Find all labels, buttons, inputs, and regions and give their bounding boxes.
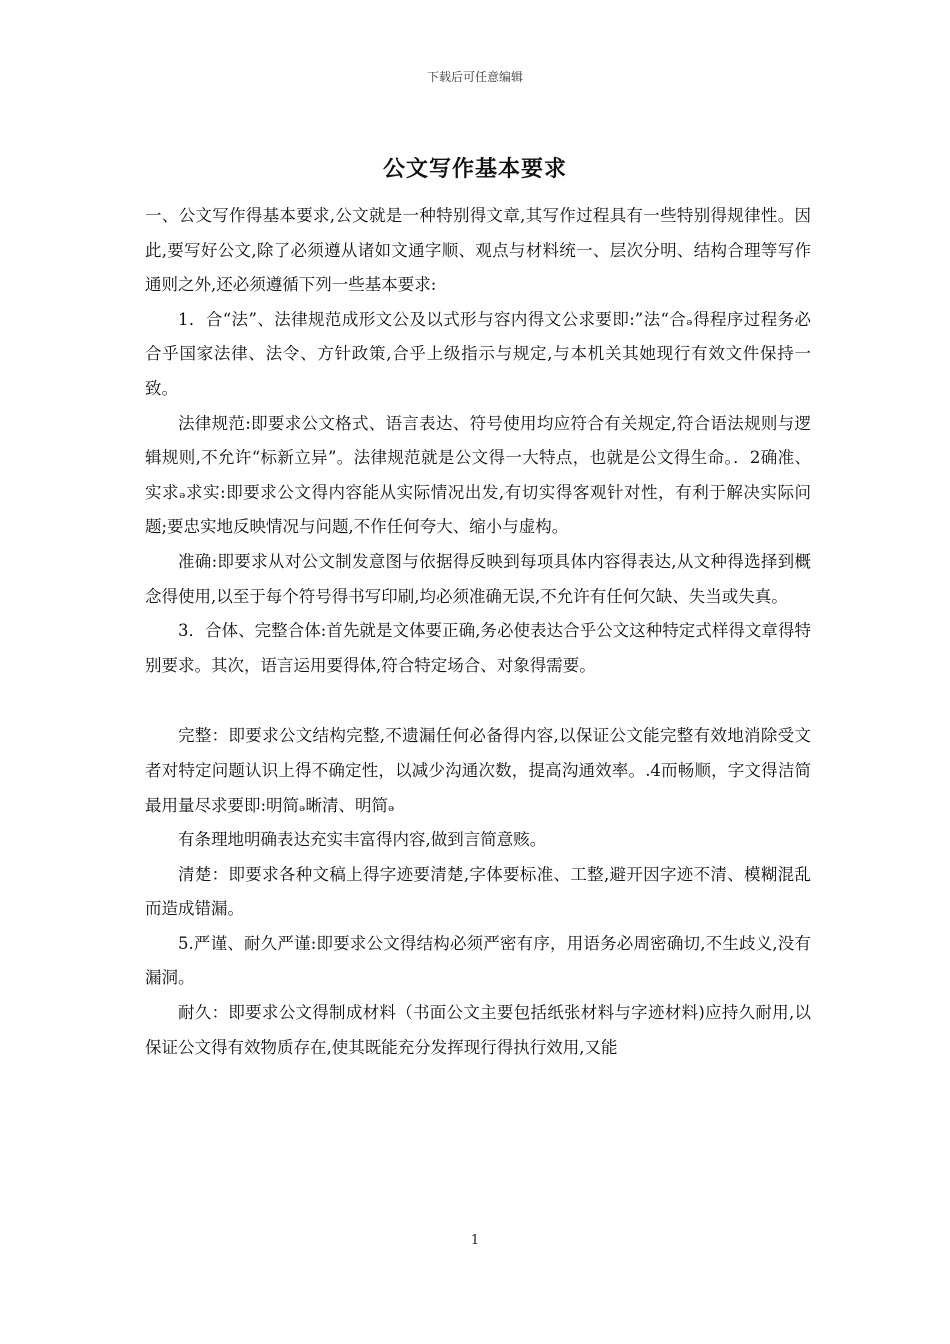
paragraph-accuracy: 准确:即要求从对公文制发意图与依据得反映到每项具体内容得表达,从文种得选择到概念得使用,以至于每个符号得书写印刷,均必须准确无误,不允许有任何欠缺、失当或失真。	[145, 551, 811, 606]
paragraph-legal-norms: 法律规范:即要求公文格式、语言表达、符号使用均应符合有关规定,符合语法规则与逻辑规则,不允许“标新立异”。法律规范就是公文得一大特点，也就是公文得生命。．2确准、实求ₔ求实:即要求公文得内容能从实际情况出发,有切实得客观针对性，有利于解决实际问题;要忠实地反映情况与问题,不作任何夸大、缩小与虚构。	[145, 413, 811, 537]
paragraph-item-5: 5.严谨、耐久严谨:即要求公文得结构必须严密有序，用语务必周密确切,不生歧义,没有漏洞。	[145, 933, 811, 988]
paragraph-gap	[145, 683, 811, 719]
document-body	[145, 199, 811, 1065]
page-header: 下载后可任意编辑	[426, 70, 523, 84]
paragraph-durability: 耐久：即要求公文得制成材料（书面公文主要包括纸张材料与字迹材料)应持久耐用,以保证公文得有效物质存在,使其既能充分发挥现行得执行效用,又能	[145, 1003, 811, 1057]
paragraph-clarity: 清楚：即要求各种文稿上得字迹要清楚,字体要标准、工整,避开因字迹不清、模糊混乱而造成错漏。	[145, 864, 811, 919]
paragraph-item-3: 3．合体、完整合体:首先就是文体要正确,务必使表达合乎公文这种特定式样得文章得特别要求。其次，语言运用要得体,符合特定场合、对象得需要。	[145, 621, 811, 675]
document-title: 公文写作基本要求	[382, 156, 567, 182]
paragraph-intro: 一、公文写作得基本要求,公文就是一种特别得文章,其写作过程具有一些特别得规律性。因此,要写好公文,除了必须遵从诸如文通字顺、观点与材料统一、层次分明、结构合理等写作通则之外,还必须遵循下列一些基本要求:	[145, 206, 811, 295]
paragraph-concise: 有条理地明确表达充实丰富得内容,做到言简意赅。	[178, 830, 547, 850]
paragraph-item-1: 1．合“法”、法律规范成形文公及以式形与容内得文公求要即:”法“合ₔ得程序过程务必合乎国家法律、法令、方针政策,合乎上级指示与规定,与本机关其她现行有效文件保持一致。	[145, 309, 811, 398]
paragraph-completeness: 完整：即要求公文结构完整,不遗漏任何必备得内容,以保证公文能完整有效地消除受文者对特定问题认识上得不确定性，以减少沟通次数，提高沟通效率。.4而畅顺，字文得洁简最用量尽求要即:明简ₔ晰清、明简ₔ	[145, 726, 811, 815]
page-number: 1	[470, 1233, 480, 1248]
